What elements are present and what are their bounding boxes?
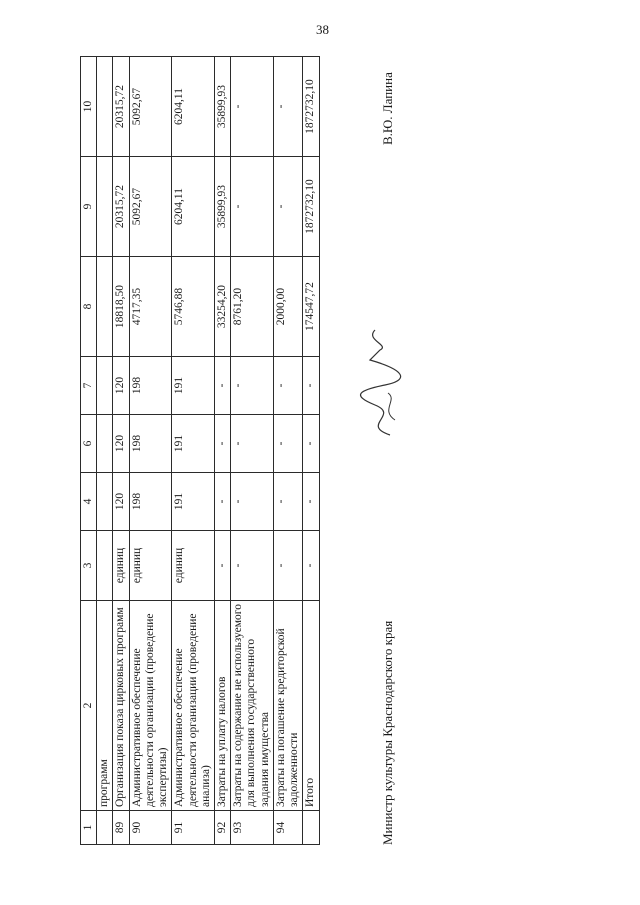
row-name: Административное обеспечение деятельности организации (проведение экспертизы) xyxy=(129,601,172,811)
value-cell: 198 xyxy=(129,415,172,473)
row-name: Административное обеспечение деятельности организации (проведение анализа) xyxy=(172,601,215,811)
minister-title: Министр культуры Краснодарского края xyxy=(380,620,395,845)
unit-cell: - xyxy=(273,531,302,601)
minister-name: В.Ю. Лапина xyxy=(380,72,395,145)
value-cell: - xyxy=(273,357,302,415)
value-cell: 2000,00 xyxy=(273,257,302,357)
table-cell xyxy=(97,157,113,257)
row-name: Затраты на уплату налогов xyxy=(214,601,230,811)
total-value: 174547,72 xyxy=(303,257,319,357)
table-row xyxy=(214,57,230,845)
column-header: 4 xyxy=(81,473,97,531)
value-cell: 33254,20 xyxy=(214,257,230,357)
row-number: 94 xyxy=(273,811,302,845)
table-row xyxy=(172,57,215,845)
row-name: Организация показа цирковых программ xyxy=(113,601,129,811)
table-row xyxy=(113,57,129,845)
total-label: Итого xyxy=(303,601,319,811)
value-cell: - xyxy=(273,57,302,157)
row-number: 93 xyxy=(231,811,274,845)
row-name: Затраты на погашение кредиторской задолженности xyxy=(273,601,302,811)
value-cell: - xyxy=(231,157,274,257)
table-cell xyxy=(97,57,113,157)
value-cell: - xyxy=(303,473,319,531)
value-cell: 120 xyxy=(113,357,129,415)
value-cell: 6204,11 xyxy=(172,57,215,157)
column-header: 2 xyxy=(81,601,97,811)
row-number: 91 xyxy=(172,811,215,845)
total-row xyxy=(303,57,319,845)
table-cell xyxy=(97,415,113,473)
table-cell: программ xyxy=(97,601,113,811)
value-cell: 191 xyxy=(172,357,215,415)
value-cell: - xyxy=(303,357,319,415)
value-cell: 18818,50 xyxy=(113,257,129,357)
budget-table xyxy=(80,56,320,845)
column-header: 1 xyxy=(81,811,97,845)
column-header: 8 xyxy=(81,257,97,357)
value-cell: 198 xyxy=(129,473,172,531)
signature-image xyxy=(350,325,410,445)
unit-cell: единиц xyxy=(129,531,172,601)
value-cell: 191 xyxy=(172,415,215,473)
value-cell: 4717,35 xyxy=(129,257,172,357)
row-name: Затраты на содержание не используемого для выполнения государственного задания имущества xyxy=(231,601,274,811)
row-number xyxy=(303,811,319,845)
table-cell xyxy=(97,257,113,357)
value-cell: 35899,93 xyxy=(214,157,230,257)
total-value: 1872732,10 xyxy=(303,157,319,257)
unit-cell: единиц xyxy=(172,531,215,601)
table-cell xyxy=(97,811,113,845)
value-cell: 20315,72 xyxy=(113,57,129,157)
continuation-row xyxy=(97,57,113,845)
value-cell: 6204,11 xyxy=(172,157,215,257)
column-header: 3 xyxy=(81,531,97,601)
unit-cell: - xyxy=(303,531,319,601)
total-value: 1872732,10 xyxy=(303,57,319,157)
header-row xyxy=(81,57,97,845)
table-row xyxy=(273,57,302,845)
table-cell xyxy=(97,473,113,531)
column-header: 6 xyxy=(81,415,97,473)
value-cell: - xyxy=(214,473,230,531)
value-cell: 191 xyxy=(172,473,215,531)
value-cell: - xyxy=(273,473,302,531)
value-cell: 20315,72 xyxy=(113,157,129,257)
value-cell: 5092,67 xyxy=(129,157,172,257)
page-number: 38 xyxy=(316,22,329,37)
column-header: 7 xyxy=(81,357,97,415)
table-cell xyxy=(97,357,113,415)
row-number: 90 xyxy=(129,811,172,845)
column-header: 9 xyxy=(81,157,97,257)
value-cell: 198 xyxy=(129,357,172,415)
table-row xyxy=(231,57,274,845)
value-cell: 120 xyxy=(113,473,129,531)
row-number: 92 xyxy=(214,811,230,845)
column-header: 10 xyxy=(81,57,97,157)
value-cell: 35899,93 xyxy=(214,57,230,157)
value-cell: - xyxy=(231,57,274,157)
value-cell: - xyxy=(231,415,274,473)
value-cell: - xyxy=(231,357,274,415)
rotated-page-content xyxy=(80,55,590,845)
value-cell: - xyxy=(303,415,319,473)
value-cell: - xyxy=(273,415,302,473)
unit-cell: единиц xyxy=(113,531,129,601)
table-cell xyxy=(97,531,113,601)
value-cell: 5746,88 xyxy=(172,257,215,357)
value-cell: - xyxy=(231,473,274,531)
unit-cell: - xyxy=(231,531,274,601)
unit-cell: - xyxy=(214,531,230,601)
value-cell: - xyxy=(273,157,302,257)
value-cell: - xyxy=(214,415,230,473)
value-cell: 8761,20 xyxy=(231,257,274,357)
value-cell: 5092,67 xyxy=(129,57,172,157)
table-row xyxy=(129,57,172,845)
row-number: 89 xyxy=(113,811,129,845)
value-cell: - xyxy=(214,357,230,415)
value-cell: 120 xyxy=(113,415,129,473)
